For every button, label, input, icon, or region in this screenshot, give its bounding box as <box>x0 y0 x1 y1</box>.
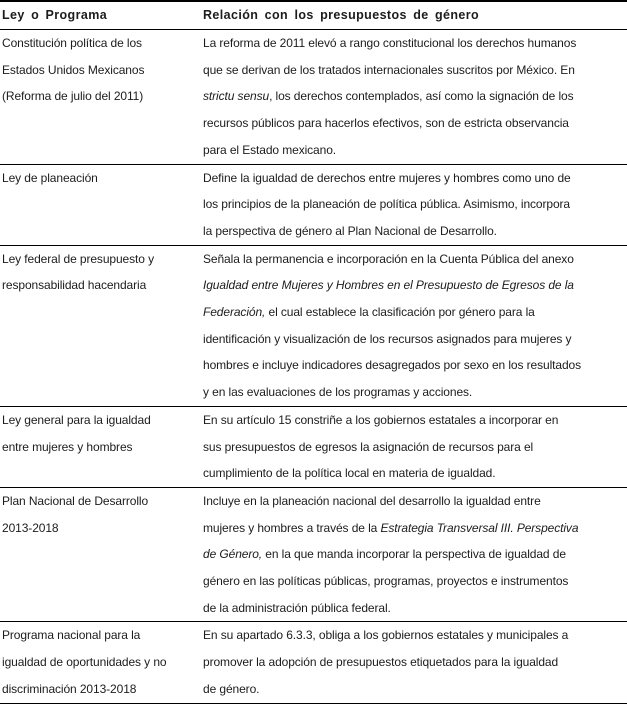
text-line: Ley federal de presupuesto y <box>2 251 154 266</box>
text-segment: que se derivan de los tratados internacionales suscritos por México. En <box>203 62 575 77</box>
text-line <box>203 488 627 515</box>
text-segment: Señala la permanencia e incorporación en la Cuenta Pública del anexo <box>203 251 574 266</box>
text-line: (Reforma de julio del 2011) <box>2 89 144 104</box>
text-line <box>203 165 627 192</box>
text-line <box>203 110 627 137</box>
text-segment: mujeres y hombres a través de la <box>203 520 381 535</box>
text-line: Ley de planeación <box>2 170 98 185</box>
relation-cell <box>203 246 627 406</box>
text-line: Plan Nacional de Desarrollo <box>2 493 149 508</box>
text-line <box>203 676 627 703</box>
text-line <box>203 246 627 273</box>
program-cell <box>0 488 203 622</box>
text-segment: cumplimiento de la política local en materia de igualdad. <box>203 466 496 481</box>
text-segment: y en las evaluaciones de los programas y acciones. <box>203 385 473 400</box>
text-line <box>203 191 627 218</box>
text-line <box>203 299 627 326</box>
text-segment: identificación y visualización de los recursos asignados para mujeres y <box>203 331 572 346</box>
table-row <box>0 30 627 165</box>
text-line <box>203 568 627 595</box>
table-row <box>0 165 627 246</box>
italic-text-segment: Igualdad entre Mujeres y Hombres en el Presupuesto de Egresos de la <box>203 278 574 293</box>
text-line <box>203 460 627 487</box>
text-line: Estados Unidos Mexicanos <box>2 62 145 77</box>
text-segment: , los derechos contemplados, así como la signación de los <box>269 89 574 104</box>
text-line <box>203 218 627 245</box>
header-relacion-presupuestos: Relación con los presupuestos de género <box>203 8 480 22</box>
text-segment: Define la igualdad de derechos entre mujeres y hombres como uno de <box>203 170 571 185</box>
text-segment: los principios de la planeación de política pública. Asimismo, incorpora <box>203 197 571 212</box>
italic-text-segment: Federación, <box>203 305 266 320</box>
table-row <box>0 407 627 488</box>
program-cell <box>0 165 203 245</box>
table-header-row <box>0 2 627 30</box>
text-line <box>203 434 627 461</box>
text-segment: género en las políticas públicas, programas, proyectos e instrumentos <box>203 574 569 589</box>
text-segment: el cual establece la clasificación por género para la <box>265 305 535 320</box>
text-line: discriminación 2013-2018 <box>2 681 137 696</box>
text-segment: Incluye en la planeación nacional del desarrollo la igualdad entre <box>203 493 541 508</box>
text-line <box>203 30 627 57</box>
text-line <box>203 595 627 622</box>
text-line <box>203 407 627 434</box>
relation-cell <box>203 407 627 487</box>
header-ley-o-programa: Ley o Programa <box>2 8 108 22</box>
text-line: Programa nacional para la <box>2 628 141 643</box>
program-cell <box>0 407 203 487</box>
text-segment: para el Estado mexicano. <box>203 142 337 157</box>
text-segment: de la administración pública federal. <box>203 600 391 615</box>
text-segment: sus presupuestos de egresos la asignación de recursos para el <box>203 439 534 454</box>
italic-text-segment: de Género, <box>203 547 263 562</box>
text-segment: la perspectiva de género al Plan Nacional de Desarrollo. <box>203 223 497 238</box>
text-segment: promover la adopción de presupuestos etiquetados para la igualdad <box>203 655 559 670</box>
text-line: 2013-2018 <box>2 520 59 535</box>
text-segment: en la que manda incorporar la perspectiva de igualdad de <box>262 547 566 562</box>
text-line <box>203 137 627 164</box>
text-line: entre mujeres y hombres <box>2 439 133 454</box>
program-cell <box>0 30 203 164</box>
text-line <box>203 379 627 406</box>
text-line: responsabilidad hacendaria <box>2 278 147 293</box>
italic-text-segment: strictu sensu <box>203 89 270 104</box>
text-line <box>203 541 627 568</box>
table-body <box>0 30 627 703</box>
text-line <box>203 272 627 299</box>
relation-cell <box>203 622 627 702</box>
text-line: igualdad de oportunidades y no <box>2 655 167 670</box>
relation-cell <box>203 165 627 245</box>
text-segment: La reforma de 2011 elevó a rango constitucional los derechos humanos <box>203 36 577 50</box>
text-line <box>203 649 627 676</box>
text-line <box>203 515 627 542</box>
italic-text-segment: Estrategia Transversal III. Perspectiva <box>380 520 579 535</box>
text-segment: hombres e incluye indicadores desagregados por sexo en los resultados <box>203 358 581 373</box>
text-segment: de género. <box>203 681 260 696</box>
text-line <box>203 83 627 110</box>
text-line <box>203 622 627 649</box>
table-row <box>0 246 627 407</box>
text-line <box>203 352 627 379</box>
table-row <box>0 622 627 702</box>
text-line <box>203 326 627 353</box>
text-segment: En su apartado 6.3.3, obliga a los gobiernos estatales y municipales a <box>203 628 569 643</box>
text-line: Constitución política de los <box>2 36 142 50</box>
table-row <box>0 488 627 623</box>
program-cell <box>0 622 203 702</box>
text-segment: En su artículo 15 constriñe a los gobiernos estatales a incorporar en <box>203 412 559 427</box>
text-segment: recursos públicos para hacerlos efectivos, son de estricta observancia <box>203 116 569 131</box>
text-line <box>203 57 627 84</box>
text-line: Ley general para la igualdad <box>2 412 151 427</box>
relation-cell <box>203 30 627 164</box>
program-cell <box>0 246 203 406</box>
relation-cell <box>203 488 627 622</box>
